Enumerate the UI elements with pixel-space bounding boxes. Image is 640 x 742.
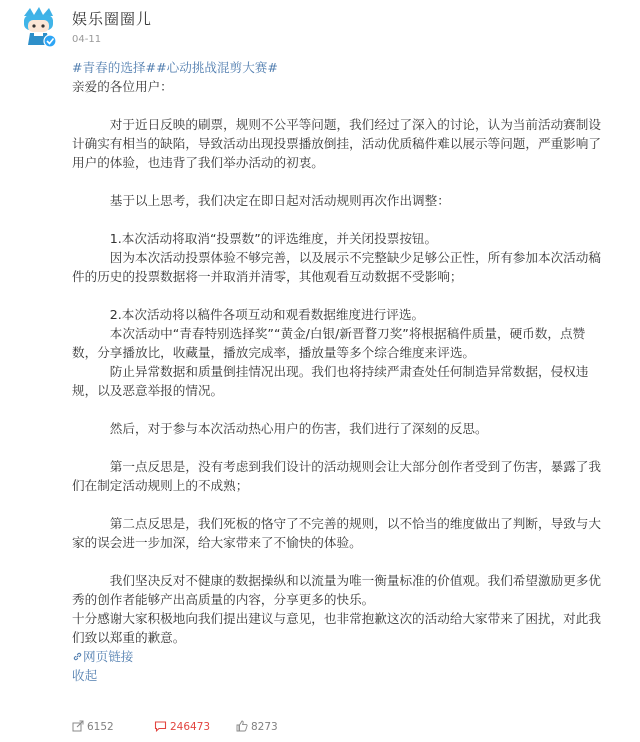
hashtag-link[interactable]: #青春的选择##心动挑战混剪大赛#: [72, 60, 278, 75]
paragraph: 因为本次活动投票体验不够完善，以及展示不完整缺少足够公正性，所有参加本次活动稿件的历史的投票数据将一并取消并清零，其他观看互动数据不受影响；: [72, 250, 601, 284]
comment-count: 246473: [170, 721, 211, 733]
share-count: 6152: [87, 721, 114, 733]
like-button[interactable]: [236, 720, 278, 733]
paragraph: 第二点反思是，我们死板的恪守了不完善的规则，以不恰当的维度做出了判断，导致与大家的误会进一步加深，给大家带来了不愉快的体验。: [72, 516, 601, 550]
thumbs-up-icon: [236, 720, 248, 732]
paragraph: 基于以上思考，我们决定在即日起对活动规则再次作出调整：: [109, 193, 450, 208]
paragraph: 防止异常数据和质量倒挂情况出现。我们也将持续严肃查处任何制造异常数据，侵权违规，以及恶意举报的情况。: [72, 364, 589, 398]
paragraph: 十分感谢大家积极地向我们提出建议与意见，也非常抱歉这次的活动给大家带来了困扰，对此我们致以郑重的歉意。: [72, 611, 601, 645]
comment-button[interactable]: [154, 720, 210, 733]
collapse-link[interactable]: 收起: [72, 668, 98, 683]
share-button[interactable]: [72, 720, 114, 733]
avatar-character-icon: [20, 6, 58, 48]
paragraph: 对于近日反映的刷票，规则不公平等问题，我们经过了深入的讨论，认为当前活动赛制设计确实有相当的缺陷，导致活动出现投票播放倒挂，活动优质稿件难以展示等问题，严重影响了用户的体验，也违背了我们举办活动的初衷。: [72, 117, 601, 170]
username[interactable]: 娱乐圈圈儿: [72, 10, 153, 28]
like-count: 8273: [251, 721, 278, 733]
post-time[interactable]: 04-11: [72, 34, 102, 45]
paragraph: 本次活动中“青春特别选择奖”“黄金/白银/新晋瞀刀奖”将根据稿件质量，硬币数，点赞数，分享播放比，收藏量，播放完成率，播放量等多个综合维度来评选。: [72, 326, 586, 360]
avatar[interactable]: [20, 6, 58, 48]
post-content: [72, 58, 602, 685]
paragraph: 我们坚决反对不健康的数据操纵和以流量为唯一衡量标准的价值观。我们希望激励更多优秀的创作者能够产出高质量的内容，分享更多的快乐。: [72, 573, 601, 607]
comment-icon: [154, 720, 167, 732]
paragraph: 第一点反思是，没有考虑到我们设计的活动规则会让大部分创作者受到了伤害，暴露了我们在制定活动规则上的不成熟；: [72, 459, 601, 493]
web-link[interactable]: 网页链接: [72, 647, 602, 666]
paragraph: 2.本次活动将以稿件各项互动和观看数据维度进行评选。: [109, 307, 425, 322]
share-icon: [72, 720, 84, 732]
paragraph: 1.本次活动将取消“投票数”的评选维度，并关闭投票按钮。: [109, 231, 438, 246]
paragraph: 然后，对于参与本次活动热心用户的伤害，我们进行了深刻的反思。: [109, 421, 488, 436]
greeting: 亲爱的各位用户：: [72, 79, 173, 94]
link-icon: [72, 651, 83, 662]
